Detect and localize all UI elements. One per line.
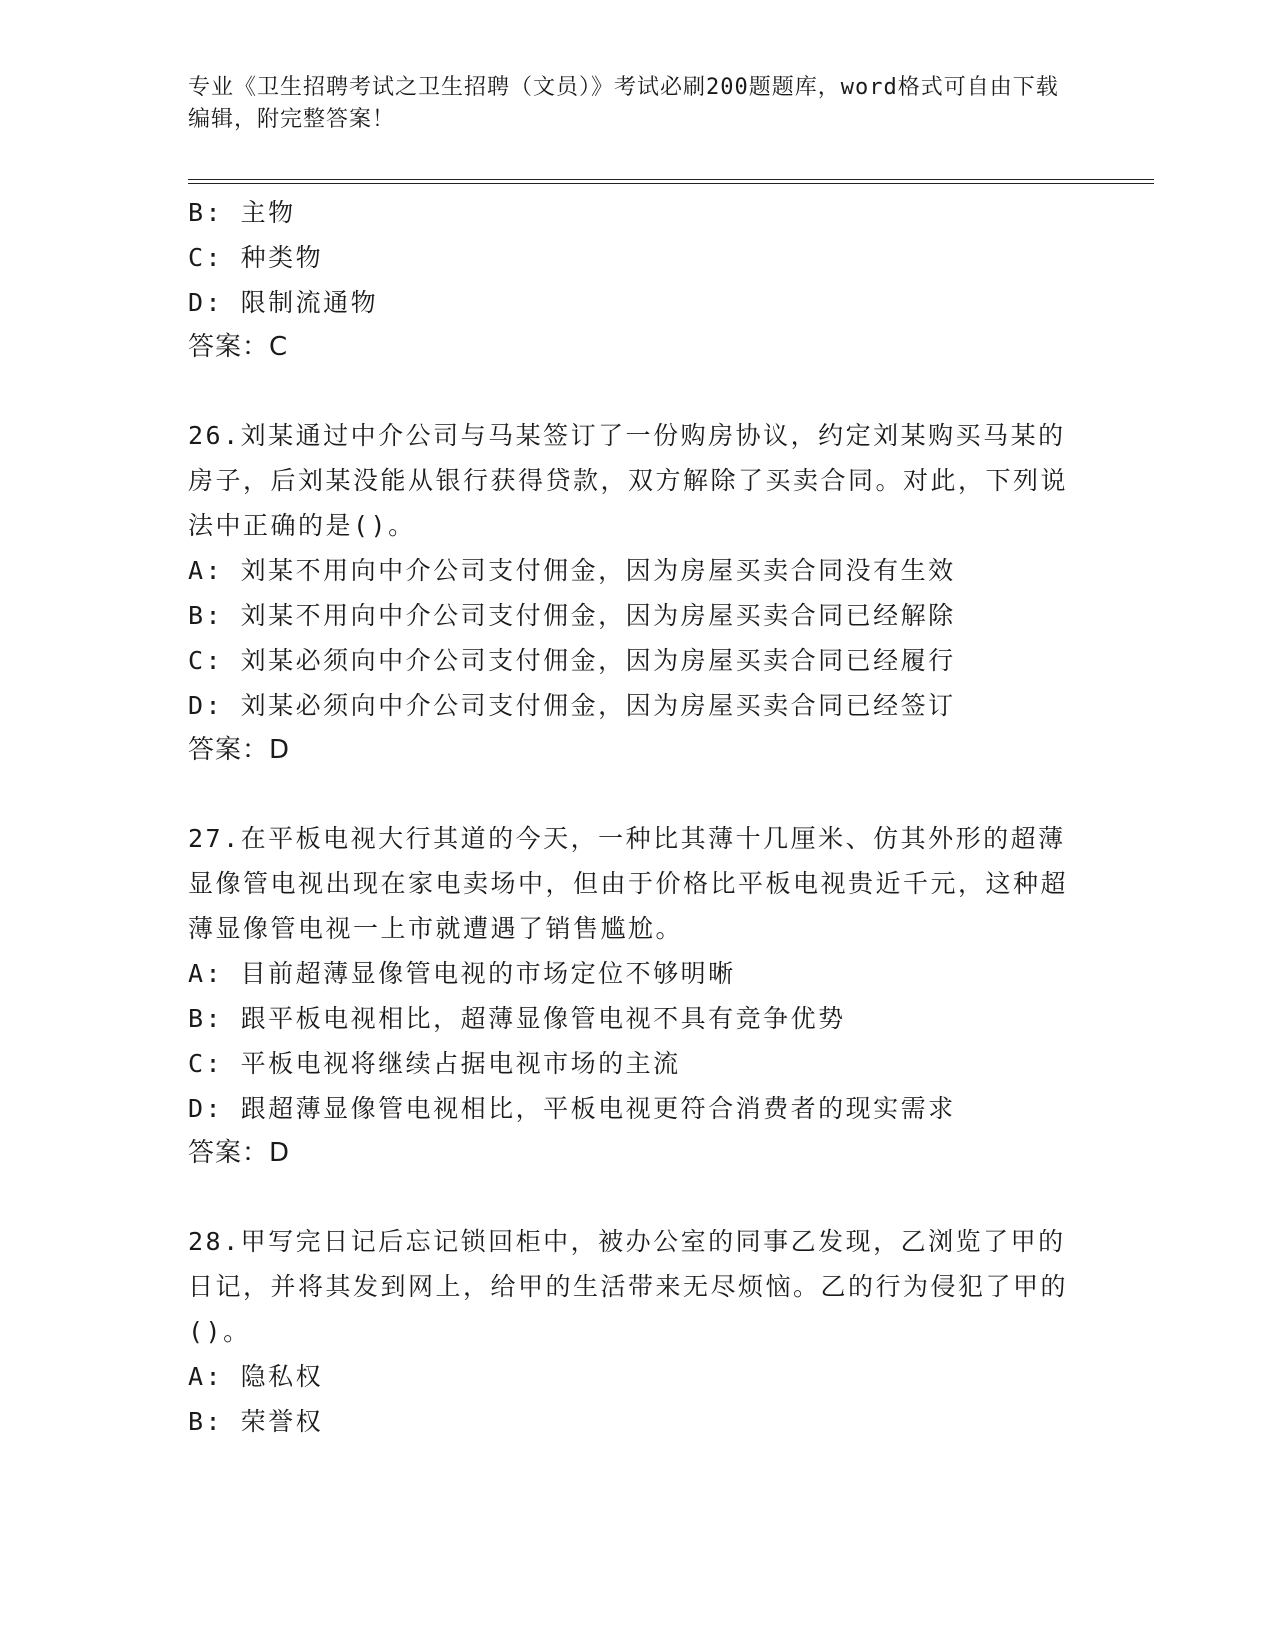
answer-line: 答案：D: [188, 1138, 291, 1168]
spacer: [188, 1176, 1068, 1219]
header-rule-top: [188, 179, 1154, 180]
option-c: C: 刘某必须向中介公司支付佣金，因为房屋买卖合同已经履行: [188, 646, 956, 675]
option-d: D: 跟超薄显像管电视相比，平板电视更符合消费者的现实需求: [188, 1094, 956, 1123]
option-b: B: 跟平板电视相比，超薄显像管电视不具有竞争优势: [188, 1004, 846, 1033]
answer-line: 答案：C: [188, 332, 289, 362]
option-a: A: 隐私权: [188, 1362, 324, 1391]
spacer: [188, 773, 1068, 816]
header-rule-bottom: [188, 183, 1154, 184]
question-content: [188, 190, 1068, 1444]
question-stem: 26.刘某通过中介公司与马某签订了一份购房协议，约定刘某购买马某的房子，后刘某没能从银行获得贷款，双方解除了买卖合同。对此，下列说法中正确的是()。: [188, 421, 1069, 540]
question-stem: 28.甲写完日记后忘记锁回柜中，被办公室的同事乙发现，乙浏览了甲的日记，并将其发到网上，给甲的生活带来无尽烦恼。乙的行为侵犯了甲的()。: [188, 1227, 1069, 1346]
option-d: D: 限制流通物: [188, 288, 379, 317]
answer-line: 答案：D: [188, 735, 291, 765]
option-a: A: 目前超薄显像管电视的市场定位不够明晰: [188, 959, 736, 988]
option-b: B: 刘某不用向中介公司支付佣金，因为房屋买卖合同已经解除: [188, 601, 956, 630]
continued-question: [188, 190, 1068, 370]
question-28: [188, 1219, 1068, 1444]
question-26: [188, 413, 1068, 773]
option-c: C: 平板电视将继续占据电视市场的主流: [188, 1049, 681, 1078]
option-a: A: 刘某不用向中介公司支付佣金，因为房屋买卖合同没有生效: [188, 556, 956, 585]
option-d: D: 刘某必须向中介公司支付佣金，因为房屋买卖合同已经签订: [188, 691, 956, 720]
spacer: [188, 370, 1068, 413]
option-c: C: 种类物: [188, 243, 324, 272]
option-b: B: 主物: [188, 198, 296, 227]
page-header: 专业《卫生招聘考试之卫生招聘（文员）》考试必刷200题题库，word格式可自由下载编辑，附完整答案！: [188, 75, 1059, 132]
question-27: [188, 816, 1068, 1176]
option-b: B: 荣誉权: [188, 1407, 324, 1436]
question-stem: 27.在平板电视大行其道的今天，一种比其薄十几厘米、仿其外形的超薄显像管电视出现在家电卖场中，但由于价格比平板电视贵近千元，这种超薄显像管电视一上市就遭遇了销售尴尬。: [188, 824, 1069, 943]
